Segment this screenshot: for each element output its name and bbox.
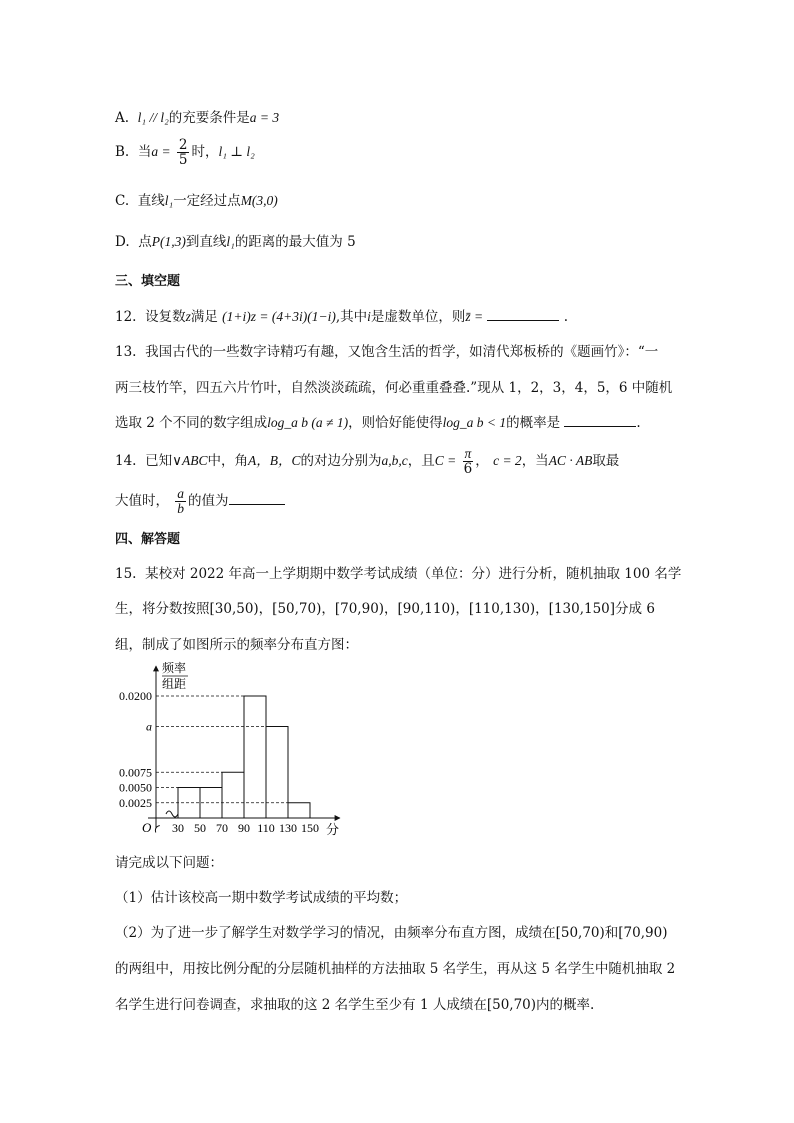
question-15-line-1	[115, 562, 681, 582]
question-text: .	[636, 415, 641, 431]
option-text: 一定经过点	[173, 193, 241, 209]
question-13-line-1	[115, 340, 658, 360]
fraction	[175, 487, 186, 516]
question-text: （2）为了进一步了解学生对数学学习的情况，由频率分布直方图，成绩在	[115, 925, 556, 941]
option-a	[115, 106, 279, 126]
question-15-line-2	[115, 597, 655, 617]
question-text: 是虚数单位，则	[370, 309, 466, 325]
axis-break-icon	[154, 825, 160, 833]
interval: [70,90)	[618, 925, 668, 941]
sub-question-2-line-2	[115, 957, 675, 977]
x-tick-label: 130	[279, 821, 297, 835]
x-tick-label: 50	[194, 821, 206, 835]
question-math: a,b,c	[381, 453, 408, 469]
x-tick-label: 70	[216, 821, 228, 835]
option-letter: D.	[115, 234, 130, 250]
question-text: 大值时，	[115, 493, 169, 510]
question-text: 我国古代的一些数字诗精巧有趣，又饱含生活的哲学，如清代郑板桥的《题画竹》：“一	[145, 344, 659, 360]
option-math: M(3,0)	[240, 193, 278, 208]
answer-blank[interactable]	[229, 503, 285, 505]
question-text: ，	[475, 453, 489, 470]
question-text: 满足	[190, 309, 218, 325]
question-text: 取最	[592, 453, 620, 470]
question-text: 中，角	[207, 453, 248, 470]
question-number: 15.	[115, 566, 137, 582]
question-14-line-2	[115, 487, 285, 516]
option-text: 直线	[137, 193, 165, 209]
interval: [50,70)	[486, 997, 537, 1013]
question-12	[115, 305, 568, 325]
question-text: 的概率是	[506, 415, 561, 431]
question-math: i	[367, 309, 371, 324]
question-math: z	[185, 309, 191, 324]
y-tick-labels	[119, 689, 152, 810]
option-b	[115, 138, 255, 167]
option-math: a = 3	[249, 110, 280, 125]
y-tick-label: 0.0050	[119, 780, 152, 795]
axis-break-icon	[166, 811, 178, 817]
question-13-line-2	[115, 376, 672, 396]
option-text: 点	[138, 234, 152, 250]
option-d	[115, 230, 356, 250]
question-math: (1+i)z = (4+3i)(1−i)	[222, 309, 336, 324]
x-tick-label: 90	[238, 821, 250, 835]
question-number: 14.	[115, 453, 137, 470]
y-tick-label: 0.0075	[119, 765, 152, 780]
option-text: 时，	[191, 144, 219, 161]
question-text: 选取 2 个不同的数字组成	[115, 415, 268, 431]
option-math: l₁	[164, 193, 174, 208]
question-text: 内的概率.	[536, 997, 595, 1013]
question-14-line-1	[115, 447, 619, 476]
option-math: l₁	[226, 234, 235, 249]
question-math: A，B，C	[247, 453, 301, 469]
y-tick-label: 0.0025	[119, 795, 152, 810]
frequency-histogram	[108, 660, 358, 840]
question-text: 设复数	[145, 309, 186, 325]
x-tick-label: 30	[172, 821, 184, 835]
option-letter: B.	[115, 144, 130, 161]
histogram-bar	[244, 696, 266, 818]
option-letter: A.	[115, 110, 130, 126]
question-text: 生，将分数按照	[115, 601, 210, 617]
question-text: ，且	[407, 453, 435, 470]
question-number: 13.	[115, 344, 137, 360]
question-math: log_a b < 1	[442, 415, 507, 430]
y-axis-label-numerator: 频率	[162, 661, 187, 675]
question-text: 两三枝竹竿，四五六片竹叶，自然淡淡疏疏，何必重重叠叠.”现从 1，2，3，4，5，6 中随机	[115, 380, 673, 396]
sub-question-2-line-1	[115, 921, 667, 941]
option-text: 的充要条件是	[168, 110, 250, 126]
x-tick-label: 110	[257, 821, 275, 835]
y-tick-label: 0.0200	[119, 689, 152, 703]
option-letter: C.	[115, 193, 130, 209]
question-text: 名学生进行问卷调查，求抽取的这 2 名学生至少有 1 人成绩在	[115, 997, 487, 1013]
option-math: l₁ ⊥ l₂	[218, 144, 255, 160]
option-c	[115, 189, 278, 209]
sub-question-2-line-3	[115, 993, 594, 1013]
question-text: 分成 6	[615, 601, 655, 617]
question-text: 的对边分别为	[300, 453, 382, 470]
question-text: 的值为	[188, 493, 229, 510]
question-math: ABC	[181, 453, 208, 469]
fraction-numerator: π	[464, 446, 472, 461]
fraction	[463, 447, 474, 476]
question-text: ，当	[521, 453, 549, 470]
answer-blank[interactable]	[564, 425, 636, 427]
question-15-line-3	[115, 633, 358, 653]
question-text: （1）估计该校高一期中数学考试成绩的平均数；	[115, 890, 408, 906]
histogram-bar	[266, 727, 288, 819]
question-text: 请完成以下问题：	[115, 855, 223, 871]
question-13-line-3	[115, 411, 641, 431]
fraction-denominator: 5	[178, 152, 188, 169]
option-math: P(1,3)	[151, 234, 186, 249]
option-math: l₁ // l₂	[137, 110, 169, 125]
option-text: 到直线	[185, 234, 227, 250]
histogram-bar	[222, 772, 244, 818]
fraction-denominator: b	[177, 501, 185, 517]
histogram-bars	[178, 696, 310, 818]
histogram-bar	[288, 803, 310, 818]
question-text: 组，制成了如图所示的频率分布直方图：	[115, 637, 358, 653]
question-math: c = 2	[493, 453, 522, 469]
question-text: 的两组中，用按比例分配的分层随机抽样的方法抽取 5 名学生，再从这 5 名学生中随机抽取 2	[115, 961, 676, 977]
question-text: ，则恰好能使得	[348, 415, 443, 431]
question-math: z̄ =	[465, 309, 484, 324]
interval-list: [30,50)，[50,70)，[70,90)，[90,110)，[110,130)，[130,150]	[209, 601, 616, 617]
option-math: a =	[151, 144, 171, 160]
question-text: 某校对 2022 年高一上学期期中数学考试成绩（单位：分）进行分析，随机抽取 100 名学	[145, 566, 682, 582]
question-text: ,其中	[335, 309, 368, 325]
origin-label: O	[142, 820, 152, 835]
answer-blank[interactable]	[487, 319, 559, 321]
option-text: 当	[137, 144, 152, 161]
question-math: C =	[434, 453, 457, 469]
question-text: 和	[604, 925, 619, 941]
x-tick-label: 150	[301, 821, 319, 835]
fraction-denominator: 6	[463, 461, 473, 478]
question-math: log_a b (a ≠ 1)	[267, 415, 349, 430]
fraction-numerator: 2	[178, 137, 188, 153]
section-heading-solutions: 四、解答题	[115, 532, 181, 547]
question-math: AC · AB	[548, 453, 593, 469]
y-axis-label-denominator: 组距	[162, 677, 187, 691]
question-text: 已知∨	[145, 453, 182, 470]
fraction	[177, 138, 190, 167]
sub-question-1	[115, 886, 407, 906]
question-text: .	[563, 309, 569, 325]
option-text: 的距离的最大值为 5	[234, 234, 356, 250]
x-tick-labels	[172, 821, 319, 835]
section-heading-fill-blank: 三、填空题	[115, 274, 181, 289]
question-number: 12.	[115, 309, 137, 325]
fraction-numerator: a	[177, 486, 185, 501]
y-tick-label: a	[146, 719, 152, 734]
x-axis-label: 分	[326, 822, 340, 837]
interval: [50,70)	[555, 925, 605, 941]
questions-prompt	[115, 851, 223, 871]
